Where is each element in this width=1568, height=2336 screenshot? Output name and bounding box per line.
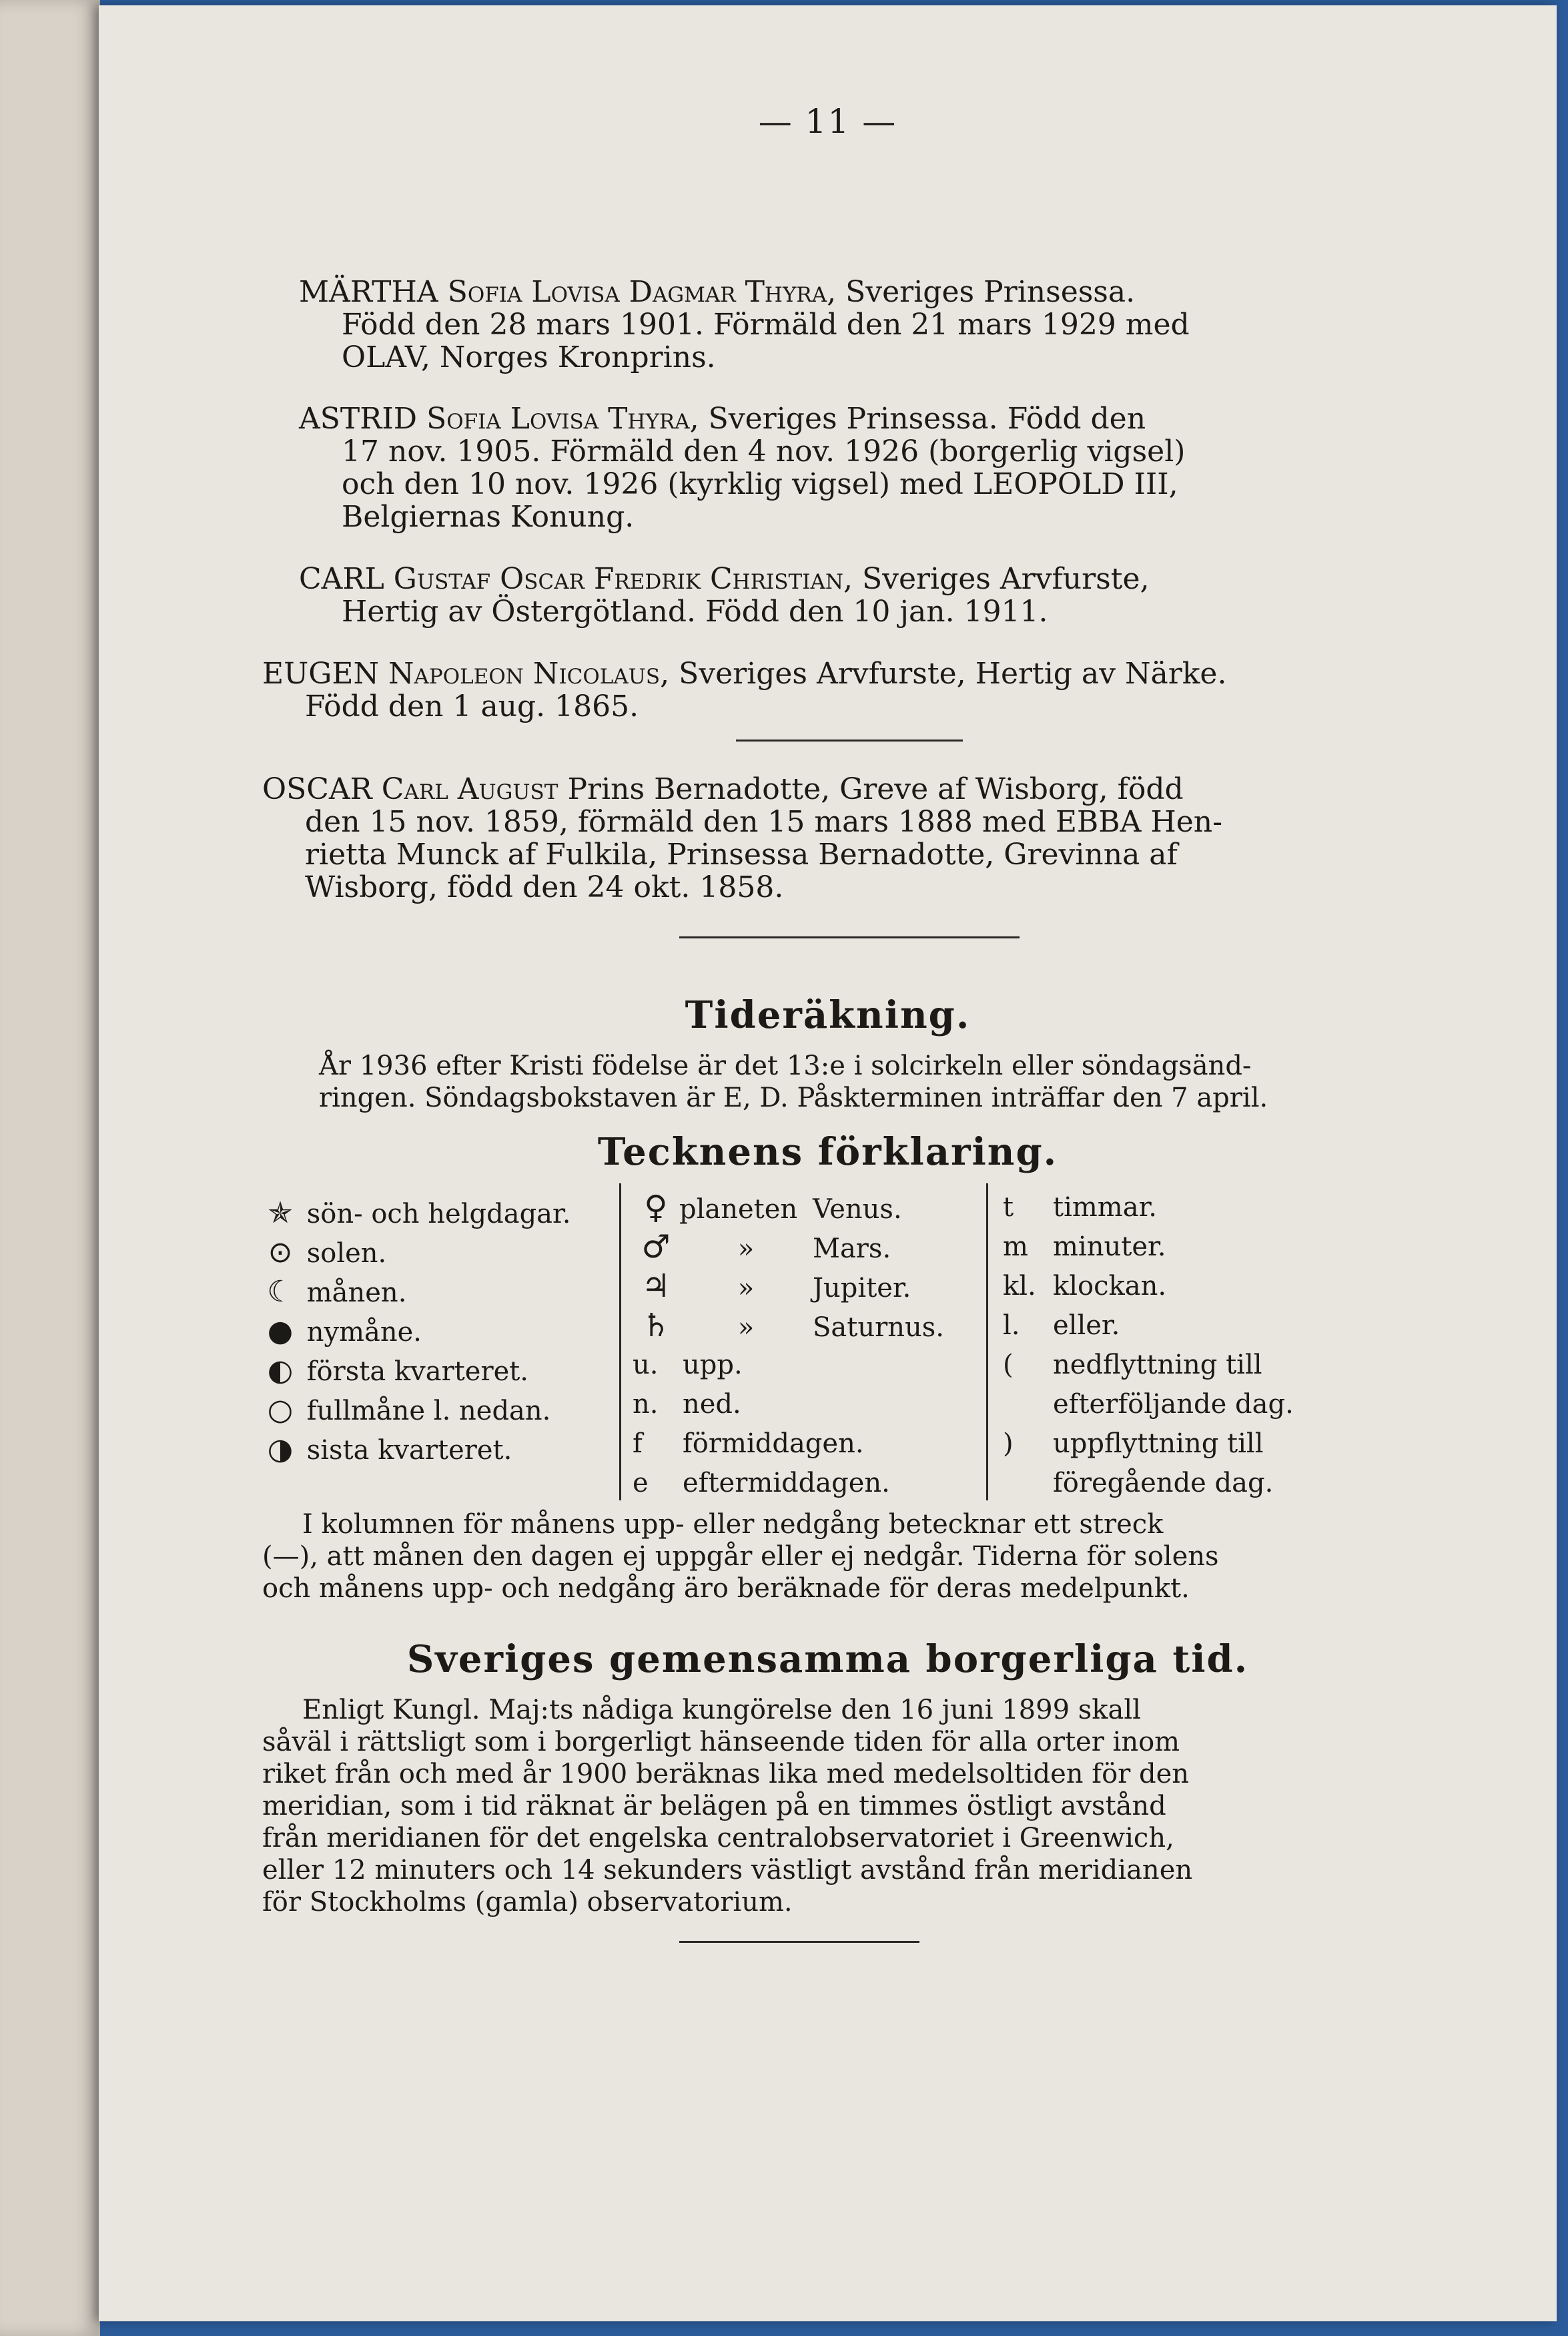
- entry-line: OLAV, Norges Kronprins.: [342, 340, 716, 374]
- entry-oscar: [262, 773, 1417, 904]
- legend-row: u. upp.: [633, 1350, 743, 1380]
- entry-line: CARL Gustaf Oscar Fredrik Christian, Sveriges Arvfurste,: [299, 562, 1150, 596]
- paragraph-line: (—), att månen den dagen ej uppgår eller ej nedgår. Tiderna för solens: [262, 1541, 1219, 1572]
- paragraph-line: Enligt Kungl. Maj:ts nådiga kungörelse den 16 juni 1899 skall: [302, 1695, 1141, 1725]
- paragraph-line: såväl i rättsligt som i borgerligt hänseende tiden för alla orter inom: [262, 1727, 1180, 1757]
- legend-row: ♂ » Mars.: [633, 1227, 944, 1267]
- first-quarter-icon: ◐: [267, 1354, 294, 1388]
- paragraph-line: och månens upp- och nedgång äro beräknade för deras medelpunkt.: [262, 1573, 1190, 1604]
- legend-row: l. eller.: [1003, 1310, 1120, 1341]
- entry-line: den 15 nov. 1859, förmäld den 15 mars 1888 med EBBA Hen-: [305, 805, 1222, 839]
- paragraph-line: riket från och med år 1900 beräknas lika med medelsoltiden för den: [262, 1759, 1190, 1789]
- moon-icon: ☾: [267, 1275, 294, 1309]
- legend-row: ♃ » Jupiter.: [633, 1267, 944, 1306]
- entry-line: MÄRTHA Sofia Lovisa Dagmar Thyra, Sveriges Prinsessa.: [299, 275, 1136, 309]
- book-page: [99, 5, 1557, 2321]
- entry-line: Belgiernas Konung.: [342, 500, 635, 534]
- column-divider: [986, 1183, 988, 1500]
- paragraph-line: I kolumnen för månens upp- eller nedgång betecknar ett streck: [302, 1509, 1164, 1540]
- paragraph-line: År 1936 efter Kristi födelse är det 13:e i solcirkeln eller söndagsänd-: [319, 1051, 1252, 1081]
- entry-line: EUGEN Napoleon Nicolaus, Sveriges Arvfurste, Hertig av Närke.: [262, 657, 1227, 691]
- legend-row: ( nedflyttning till: [1003, 1350, 1262, 1380]
- legend-row: ◑ sista kvarteret.: [262, 1430, 570, 1469]
- entry-martha: [299, 276, 1453, 374]
- legend-row: ) uppflyttning till: [1003, 1428, 1264, 1459]
- planets-column: [633, 1188, 944, 1503]
- legend-row: n. ned.: [633, 1389, 741, 1420]
- entry-line: Född den 1 aug. 1865.: [305, 689, 639, 723]
- previous-page-edge: [0, 0, 100, 2336]
- paragraph-note: [262, 1508, 1437, 1604]
- entry-astrid: [299, 402, 1453, 533]
- entry-line: ASTRID Sofia Lovisa Thyra, Sveriges Prinsessa. Född den: [299, 402, 1146, 436]
- entry-line: 17 nov. 1905. Förmäld den 4 nov. 1926 (borgerlig vigsel): [342, 434, 1186, 469]
- column-divider: [619, 1183, 621, 1500]
- entry-line: rietta Munck af Fulkila, Prinsessa Bernadotte, Grevinna af: [305, 838, 1178, 872]
- paragraph-line: eller 12 minuters och 14 sekunders västligt avstånd från meridianen: [262, 1855, 1193, 1885]
- entry-line: och den 10 nov. 1926 (kyrklig vigsel) med LEOPOLD III,: [342, 467, 1178, 501]
- legend-row: ☾ månen.: [262, 1272, 570, 1311]
- legend-row: ✯ sön- och helgdagar.: [262, 1193, 570, 1233]
- entry-eugen: [262, 657, 1417, 723]
- paragraph-borgerliga-tid: [262, 1694, 1437, 1918]
- legend-row: föregående dag.: [1053, 1468, 1274, 1498]
- jupiter-icon: ♃: [641, 1267, 671, 1305]
- venus-icon: ♀: [644, 1189, 668, 1226]
- paragraph-line: för Stockholms (gamla) observatorium.: [262, 1887, 793, 1918]
- separator-rule: [679, 936, 1020, 938]
- legend-row: ♄ » Saturnus.: [633, 1306, 944, 1346]
- entry-line: Wisborg, född den 24 okt. 1858.: [305, 870, 784, 904]
- heading-borgerliga-tid: Sveriges gemensamma borgerliga tid.: [406, 1637, 1249, 1681]
- abbreviations-column: [1003, 1188, 1294, 1503]
- legend-row: ♀ planeten Venus.: [633, 1188, 944, 1227]
- legend-row: f förmiddagen.: [633, 1428, 864, 1459]
- page-number: — 11 —: [758, 102, 897, 141]
- heading-tecknens: Tecknens förklaring.: [597, 1130, 1058, 1174]
- entry-carl: [299, 563, 1453, 628]
- paragraph-line: ringen. Söndagsbokstaven är E, D. Påskterminen inträffar den 7 april.: [319, 1083, 1268, 1113]
- legend-row: ◐ första kvarteret.: [262, 1351, 570, 1390]
- saturn-icon: ♄: [641, 1307, 671, 1344]
- entry-line: OSCAR Carl August Prins Bernadotte, Greve af Wisborg, född: [262, 772, 1184, 806]
- paragraph-tiderakning: [319, 1050, 1440, 1114]
- mars-icon: ♂: [641, 1228, 671, 1265]
- legend-row: ○ fullmåne l. nedan.: [262, 1390, 570, 1430]
- sun-icon: ⊙: [268, 1235, 293, 1269]
- legend-row: t timmar.: [1003, 1192, 1158, 1223]
- legend-row: ⊙ solen.: [262, 1233, 570, 1272]
- separator-rule: [736, 740, 963, 742]
- legend-row: efterföljande dag.: [1053, 1389, 1294, 1420]
- separator-rule: [679, 1941, 919, 1943]
- legend-row: ● nymåne.: [262, 1311, 570, 1351]
- new-moon-icon: ●: [267, 1314, 294, 1348]
- entry-line: Hertig av Östergötland. Född den 10 jan. 1911.: [342, 595, 1048, 629]
- full-moon-icon: ○: [267, 1393, 294, 1427]
- paragraph-line: meridian, som i tid räknat är belägen på en timmes östligt avstånd: [262, 1791, 1166, 1821]
- paragraph-line: från meridianen för det engelska centralobservatoriet i Greenwich,: [262, 1823, 1174, 1853]
- legend-row: e eftermiddagen.: [633, 1468, 890, 1498]
- last-quarter-icon: ◑: [267, 1432, 294, 1466]
- legend-row: kl. klockan.: [1003, 1271, 1167, 1301]
- legend-row: m minuter.: [1003, 1231, 1166, 1262]
- heading-tiderakning: Tideräkning.: [685, 993, 971, 1037]
- entry-line: Född den 28 mars 1901. Förmäld den 21 mars 1929 med: [342, 308, 1190, 342]
- symbols-column: [262, 1193, 570, 1469]
- star-icon: ✯: [268, 1196, 293, 1230]
